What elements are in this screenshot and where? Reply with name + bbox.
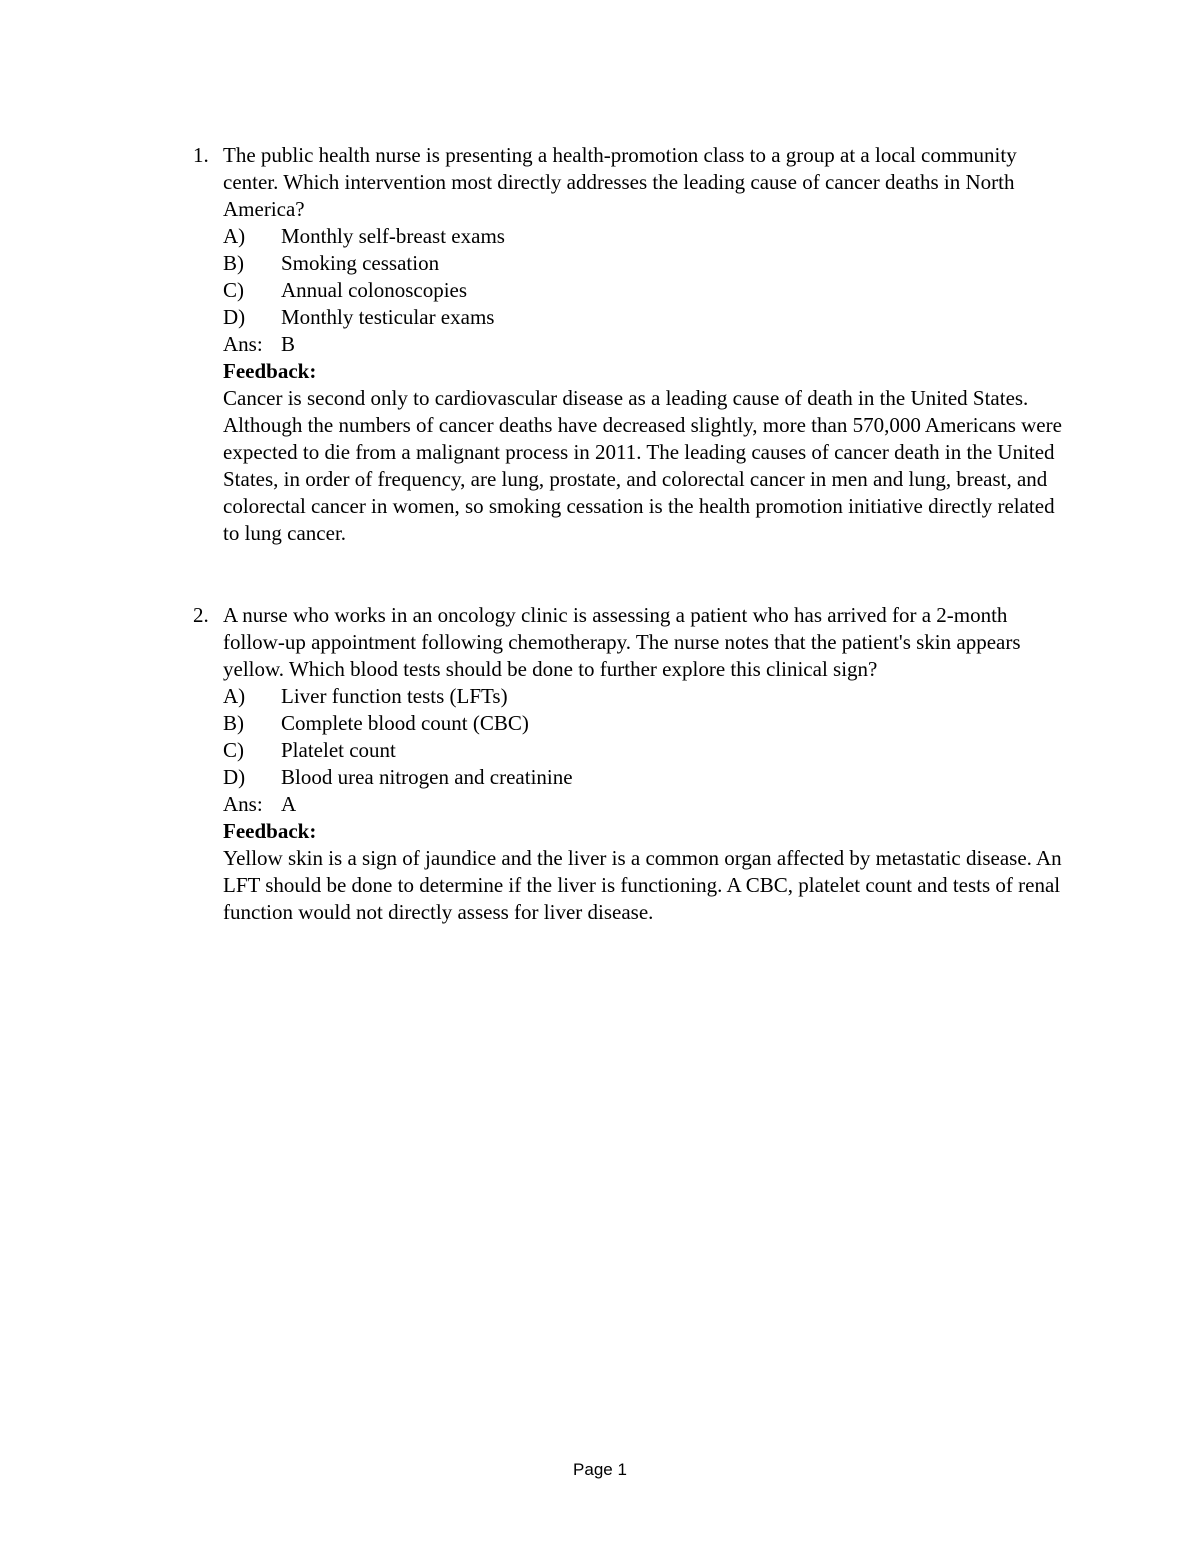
option-d <box>223 304 1063 331</box>
option-letter: A) <box>223 684 246 708</box>
option-text: Platelet count <box>281 738 396 762</box>
option-c <box>223 277 1063 304</box>
option-d <box>223 764 1063 791</box>
question-body <box>223 142 1063 547</box>
answer-line <box>223 331 1063 358</box>
question-stem: The public health nurse is presenting a health-promotion class to a group at a local community center. Which intervention most directly addresses the leading cause of cancer deaths in North America? <box>223 143 1017 221</box>
answer-value: A <box>281 792 297 816</box>
feedback-text: Cancer is second only to cardiovascular disease as a leading cause of death in the United States. Although the numbers of cancer deaths have decreased slightly, more than 570,000 Americans were expected to die from a malignant process in 2011. The leading causes of cancer death in the United States, in order of frequency, are lung, prostate, and colorectal cancer in men and lung, breast, and colorectal cancer in women, so smoking cessation is the health promotion initiative directly related to lung cancer. <box>223 386 1062 545</box>
option-letter: C) <box>223 738 244 762</box>
option-text: Annual colonoscopies <box>281 278 468 302</box>
option-letter: B) <box>223 251 244 275</box>
option-text: Smoking cessation <box>281 251 440 275</box>
question-body <box>223 602 1063 926</box>
option-b <box>223 710 1063 737</box>
option-c <box>223 737 1063 764</box>
option-letter: C) <box>223 278 244 302</box>
page-number: Page 1 <box>573 1460 627 1479</box>
option-letter: A) <box>223 224 246 248</box>
option-text: Complete blood count (CBC) <box>281 711 529 735</box>
option-letter: D) <box>223 765 246 789</box>
question-number: 1. <box>193 143 209 167</box>
option-text: Blood urea nitrogen and creatinine <box>281 765 573 789</box>
feedback-text: Yellow skin is a sign of jaundice and the liver is a common organ affected by metastatic disease. An LFT should be done to determine if the liver is functioning. A CBC, platelet count and tests of renal function would not directly assess for liver disease. <box>223 846 1062 924</box>
answer-options <box>223 223 1063 331</box>
feedback-label: Feedback: <box>223 359 317 383</box>
answer-options <box>223 683 1063 791</box>
feedback-label: Feedback: <box>223 819 317 843</box>
page-footer <box>0 1460 1200 1480</box>
answer-label: Ans: <box>223 792 263 816</box>
option-text: Monthly testicular exams <box>281 305 495 329</box>
question-number: 2. <box>193 603 209 627</box>
option-a <box>223 683 1063 710</box>
option-letter: D) <box>223 305 246 329</box>
answer-line <box>223 791 1063 818</box>
option-letter: B) <box>223 711 244 735</box>
answer-value: B <box>281 332 296 356</box>
option-b <box>223 250 1063 277</box>
option-a <box>223 223 1063 250</box>
option-text: Liver function tests (LFTs) <box>281 684 508 708</box>
question-stem: A nurse who works in an oncology clinic is assessing a patient who has arrived for a 2-month follow-up appointment following chemotherapy. The nurse notes that the patient's skin appears yellow. Which blood tests should be done to further explore this clinical sign? <box>223 603 1021 681</box>
answer-label: Ans: <box>223 332 263 356</box>
option-text: Monthly self-breast exams <box>281 224 505 248</box>
